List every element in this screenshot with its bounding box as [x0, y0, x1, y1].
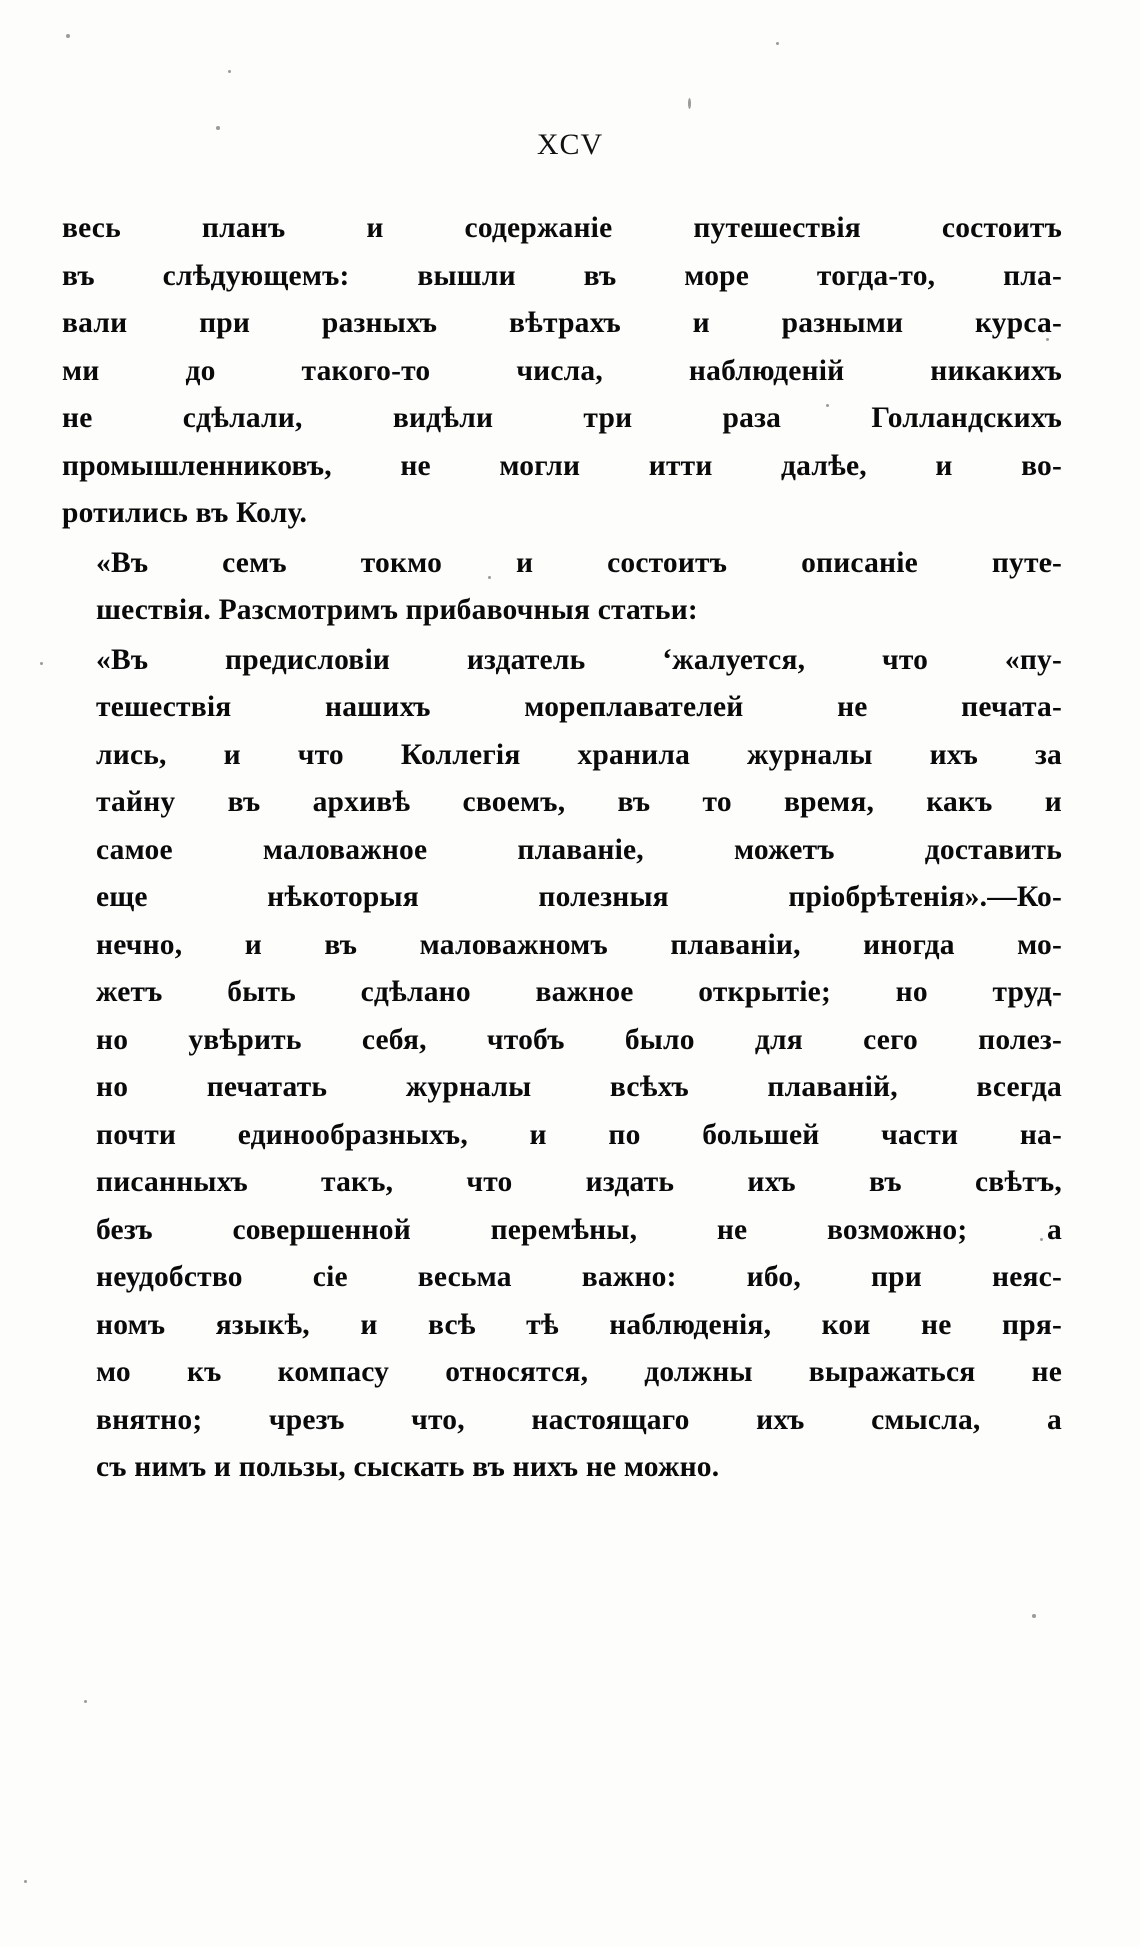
- text-line: жетъ быть сдѣлано важное открытіе; но труд-: [96, 976, 1062, 1008]
- scan-speck: [228, 70, 231, 73]
- scan-speck: [84, 1700, 87, 1703]
- text-line: безъ совершенной перемѣны, не возможно; а: [96, 1213, 1062, 1246]
- paragraph: [62, 637, 1062, 1492]
- text-line: шествія. Разсмотримъ прибавочныя статьи:: [96, 594, 698, 626]
- text-line: но увѣрить себя, чтобъ было для сего полез-: [96, 1023, 1062, 1056]
- text-line: ротились въ Колу.: [62, 497, 308, 529]
- text-line: нечно, и въ маловажномъ плаваніи, иногда мо-: [96, 928, 1062, 961]
- text-line: лись, и что Коллегія хранила журналы ихъ за: [96, 738, 1062, 771]
- paragraph: [62, 540, 1062, 635]
- text-line: внятно; чрезъ что, настоящаго ихъ смысла, а: [96, 1403, 1062, 1436]
- scan-speck: [1032, 1614, 1036, 1618]
- text-line: вали при разныхъ вѣтрахъ и разными курса-: [62, 307, 1062, 339]
- text-line: тешествія нашихъ мореплавателей не печата-: [96, 691, 1062, 723]
- text-line: «Въ семъ токмо и состоитъ описаніе путе-: [96, 546, 1062, 579]
- text-line: ми до такого-то числа, наблюденій никакихъ: [62, 354, 1062, 387]
- text-line: весь планъ и содержаніе путешествія состоитъ: [62, 212, 1062, 244]
- scan-speck: [776, 42, 779, 45]
- scan-speck: [688, 98, 691, 109]
- text-line: «Въ предисловіи издатель ‘жалуется, что «пу-: [96, 643, 1062, 676]
- text-line: номъ языкѣ, и всѣ тѣ наблюденія, кои не пря-: [96, 1308, 1062, 1341]
- text-line: промышленниковъ, не могли итти далѣе, и во-: [62, 449, 1062, 482]
- text-line: почти единообразныхъ, и по большей части на-: [96, 1118, 1062, 1151]
- scan-speck: [24, 1880, 27, 1883]
- body-text: [62, 205, 1062, 1494]
- scan-speck: [40, 662, 43, 665]
- text-line: писанныхъ такъ, что издать ихъ въ свѣтъ,: [96, 1166, 1062, 1198]
- text-line: не сдѣлали, видѣли три раза Голландскихъ: [62, 402, 1062, 434]
- text-line: въ слѣдующемъ: вышли въ море тогда-то, пла-: [62, 259, 1062, 292]
- text-line: тайну въ архивѣ своемъ, въ то время, какъ и: [96, 786, 1062, 818]
- text-line: самое маловажное плаваніе, можетъ доставить: [96, 833, 1062, 866]
- scan-speck: [66, 34, 70, 38]
- text-line: мо къ компасу относятся, должны выражаться не: [96, 1356, 1062, 1388]
- text-line: но печатать журналы всѣхъ плаваній, всегда: [96, 1071, 1062, 1103]
- text-line: еще нѣкоторыя полезныя пріобрѣтенія».—Ко-: [96, 881, 1062, 913]
- paragraph: [62, 205, 1062, 538]
- text-line: съ нимъ и пользы, сыскать въ нихъ не можно.: [96, 1451, 720, 1483]
- text-line: неудобство сіе весьма важно: ибо, при неяс-: [96, 1261, 1062, 1293]
- page-number: XCV: [536, 128, 604, 161]
